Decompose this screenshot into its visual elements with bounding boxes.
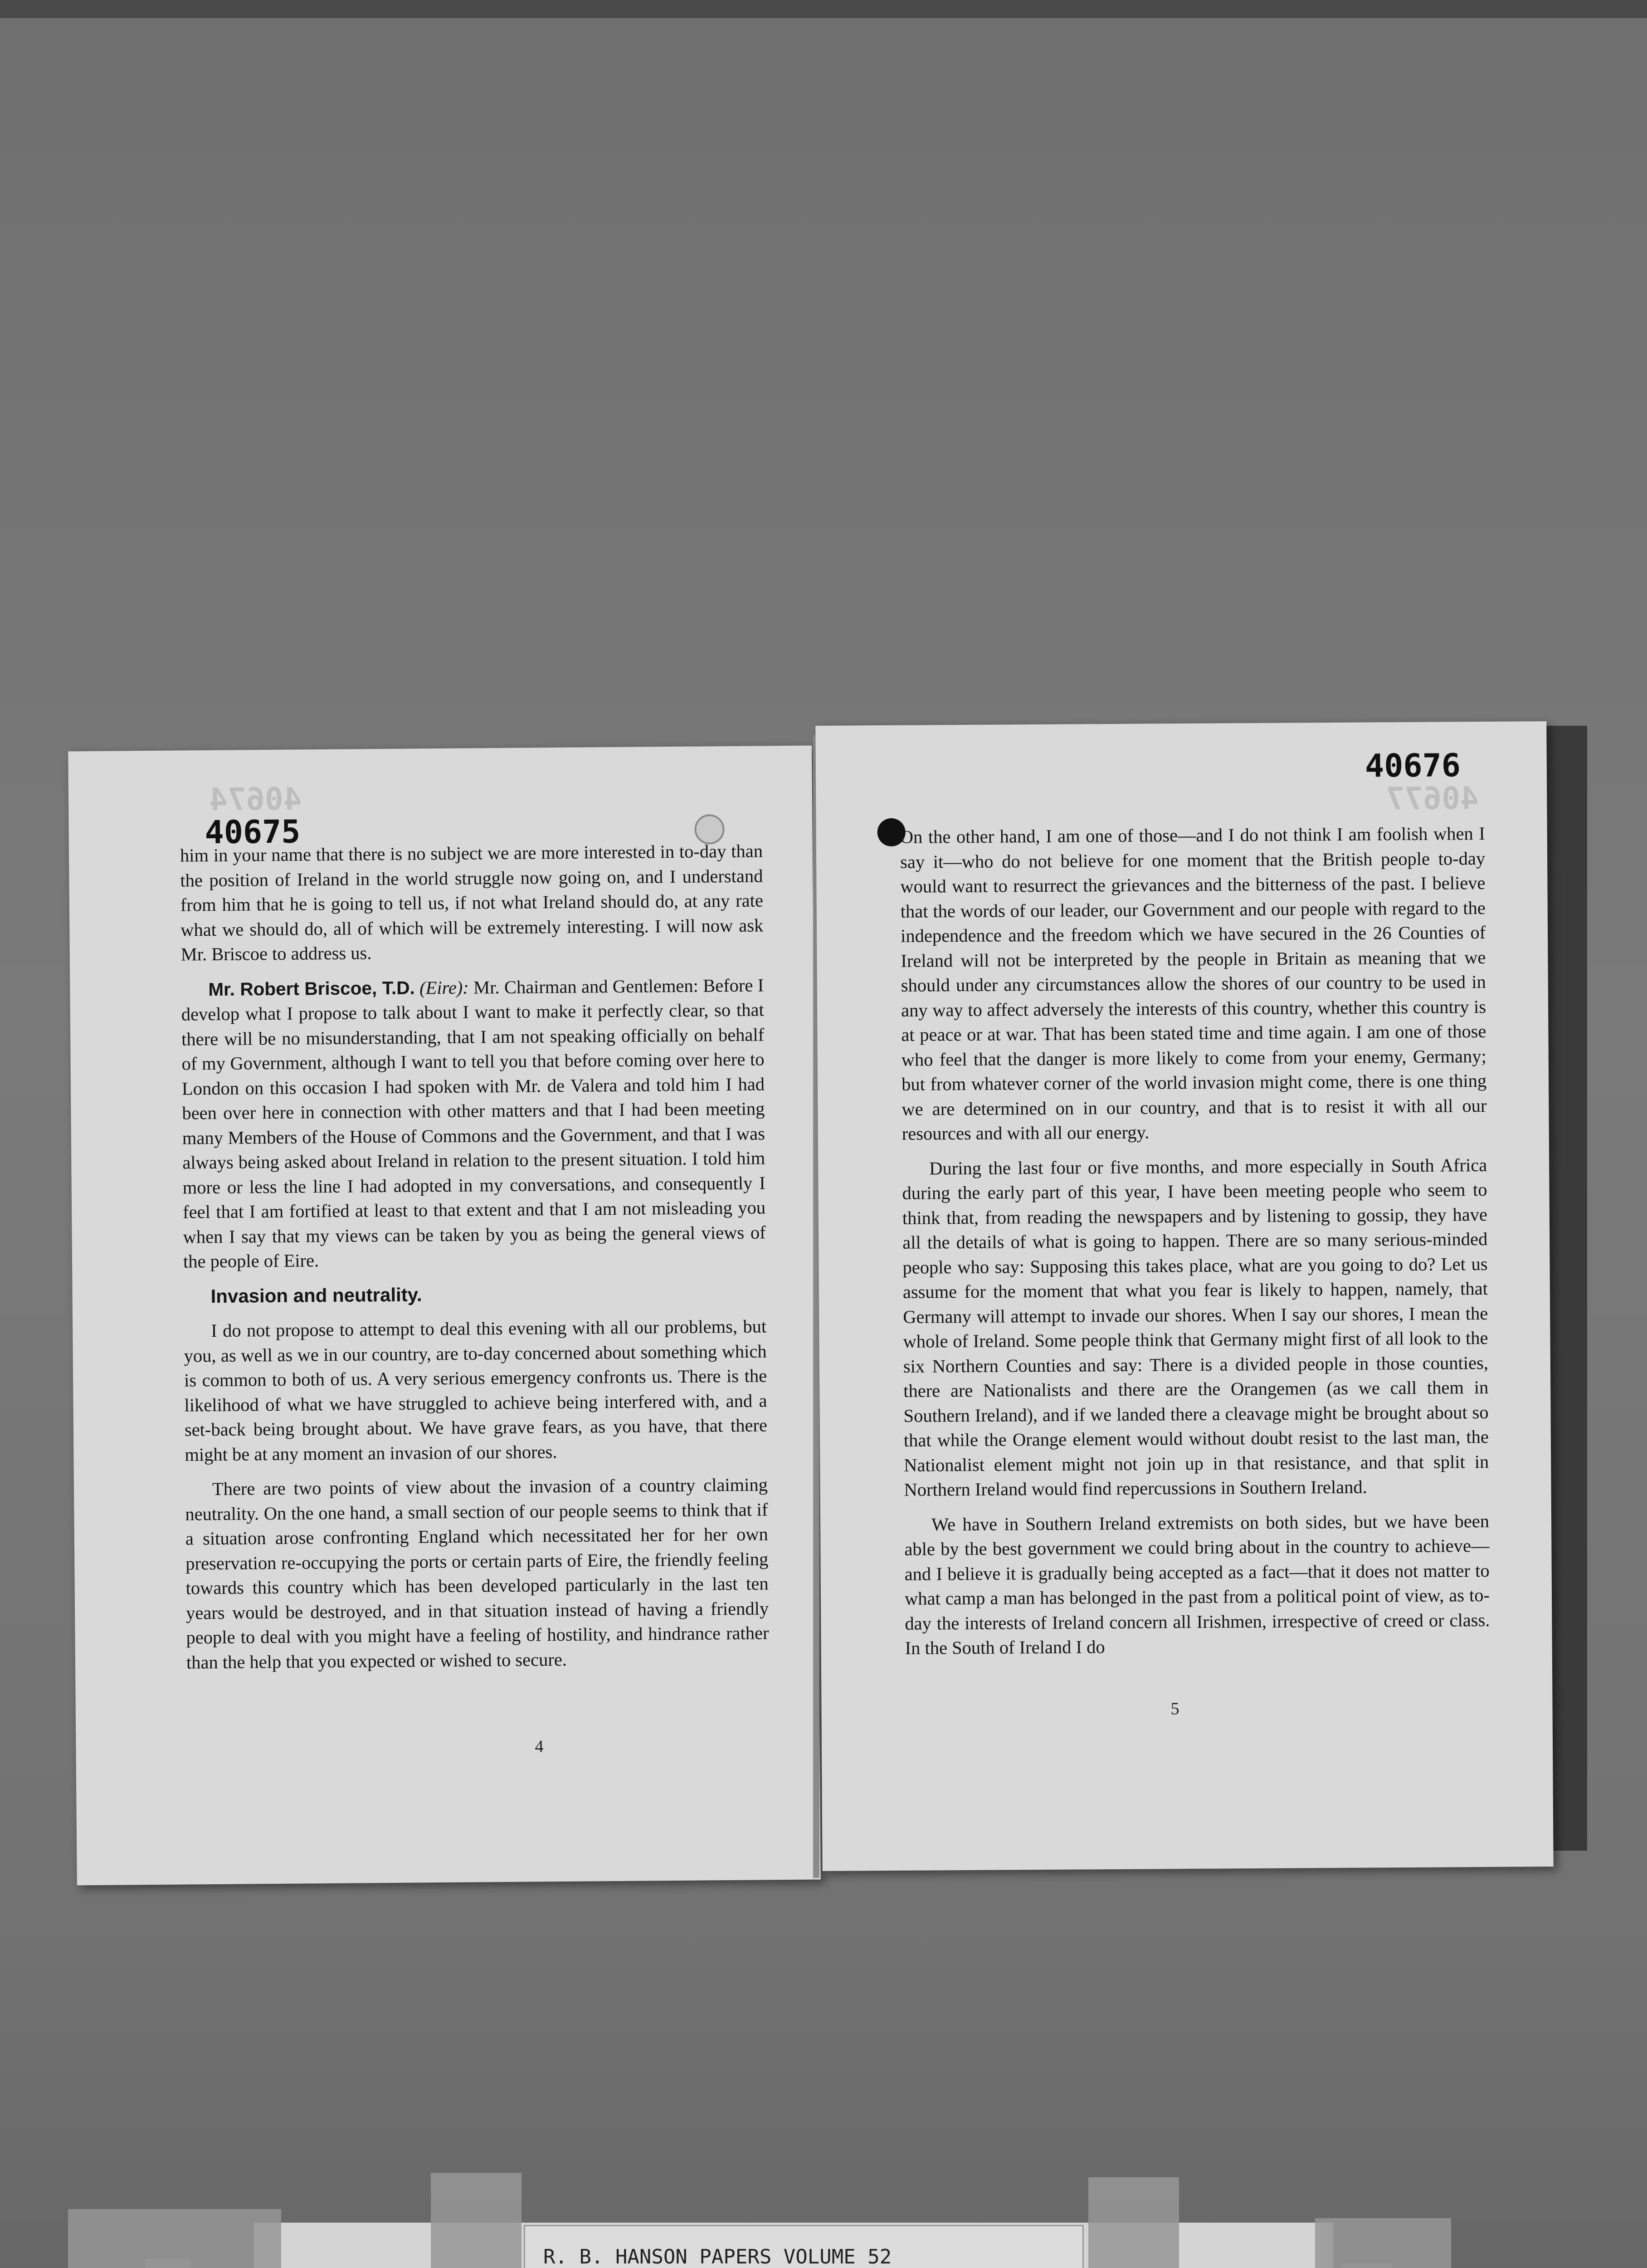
left-page-ghost-stamp: 40674 [209, 781, 302, 818]
left-paragraph-4: There are two points of view about the invasion of a country claiming neutrality. On the one hand, a small section of our people seems to think that if a situation arose confronting England which necessitated her for her own preservation re-occupying the ports or certain parts of Eire, the friendly feeling towards this country which has been developed particularly in the last ten years would be destroyed, and in that situation instead of having a friendly people to deal with you might have a feeling of hostility, and hindrance rather than the help that you expected or wished to secure. [185, 1474, 769, 1672]
right-paragraph-2: During the last four or five months, and more especially in South Africa during the early part of this year, I have been meeting people who seem to think that, from reading the newspapers and by listening to gossip, they have all the details of what is going to happen. There are so many serious-minded people who say: Supposing this takes place, what are you going to do? Let us assume for the moment that what you fear is likely to happen, namely, that Germany will attempt to invade our shores. When I say our shores, I mean the whole of Ireland. Some people think that Germany might first of all look to the six Northern Counties and say: There is a divided people in those counties, there are Nationalists and there are the Orangemen (as we call them in Southern Ireland), and if we landed there a cleavage might be brought about so that while the Orange element would without doubt resist to the last man, the Nationalist element might not join up in that resistance, and that split in Northern Ireland would find repercussions in Southern Ireland. [902, 1154, 1489, 1500]
section-heading: Invasion and neutrality. [210, 1283, 422, 1307]
speaker-affiliation: (Eire): [419, 977, 469, 998]
right-page-stamp: 40676 [1364, 747, 1461, 785]
scan-frame-top [0, 0, 1647, 18]
left-page-stamp: 40675 [205, 813, 301, 851]
speaker-name: Mr. Robert Briscoe, T.D. [208, 977, 415, 1000]
left-page-text [180, 839, 770, 1685]
left-paragraph-2 [181, 973, 766, 1274]
right-paragraph-3: We have in Southern Ireland extremists on both sides, but we have been able by the best government we could bring about in the country to achieve—and I believe it is gradually being accepted as a fact—that it does not matter to what camp a man has belonged in the past from a political point of view, as to-day the interests of Ireland concern all Irishmen, irrespective of creed or class. In the South of Ireland I do [904, 1510, 1490, 1658]
right-paragraph-1: On the other hand, I am one of those—and I do not think I am foolish when I say it—who do not believe for one moment that the British people to-day would want to resurrect the grievances and the bitterness of the past. I believe that the words of our leader, our Government and our people with regard to the independence and the freedom which we have secured in the 26 Counties of Ireland will not be interpreted by the people in Britain as meaning that we should under any circumstances allow the shores of our country to be used in any way to affect adversely the interests of this country, whether this country is at peace or at war. That has been stated time and time again. I am one of those who feel that the danger is more likely to come from your enemy, Germany; but from whatever corner of the world invasion might come, there is one thing we are determined on in our country, and that is to resist it with all our resources and with all our energy. [900, 823, 1487, 1144]
volume-label: R. B. HANSON PAPERS VOLUME 52 [524, 2225, 1084, 2268]
tape-strip [1342, 2263, 1392, 2268]
tape-strip [145, 2259, 190, 2268]
left-paragraph-3: I do not propose to attempt to deal this evening with all our problems, but you, as well as we in our country, are to-day concerned about something which is common to both of us. A very serious emergency confronts us. There is the likelihood of what we have struggled to achieve being interfered with, and a set-back being brought about. We have grave fears, as you have, that there might be at any moment an invasion of our shores. [184, 1316, 768, 1465]
right-page-ghost-stamp: 40677 [1386, 781, 1479, 817]
left-page [68, 746, 821, 1886]
left-paragraph-1: him in your name that there is no subject we are more interested in to-day than the position of Ireland in the world struggle now going on, and I understand from him that he is going to tell us, if not what Ireland should do, at any rate what we should do, all of which will be extremely interesting. I will now ask Mr. Briscoe to address us. [180, 841, 764, 965]
right-page-text [900, 821, 1490, 1671]
speech-text: Mr. Chairman and Gentlemen: Before I develop what I propose to talk about I want to make it perfectly clear, so that there will be no misunderstanding, that I am not speaking officially on behalf of my Government, although I want to tell you that before coming over here to London on this occasion I had spoken with Mr. de Valera and told him I had been over here in connection with other matters and that I had been meeting many Members of the House of Commons and the Government, and that I was always being asked about Ireland in relation to the present situation. I told him more or less the line I had adopted in my conversations, and consequently I feel that I am fortified at least to that extent and that I am not misleading you when I say that my views can be taken by you as being the general views of the people of Eire. [181, 974, 766, 1272]
tape-strip [431, 2173, 521, 2268]
tape-strip [1088, 2177, 1179, 2268]
right-page-number: 5 [1170, 1699, 1179, 1719]
tape-strip [1315, 2218, 1451, 2268]
right-page [815, 721, 1553, 1871]
left-page-number: 4 [535, 1737, 544, 1756]
